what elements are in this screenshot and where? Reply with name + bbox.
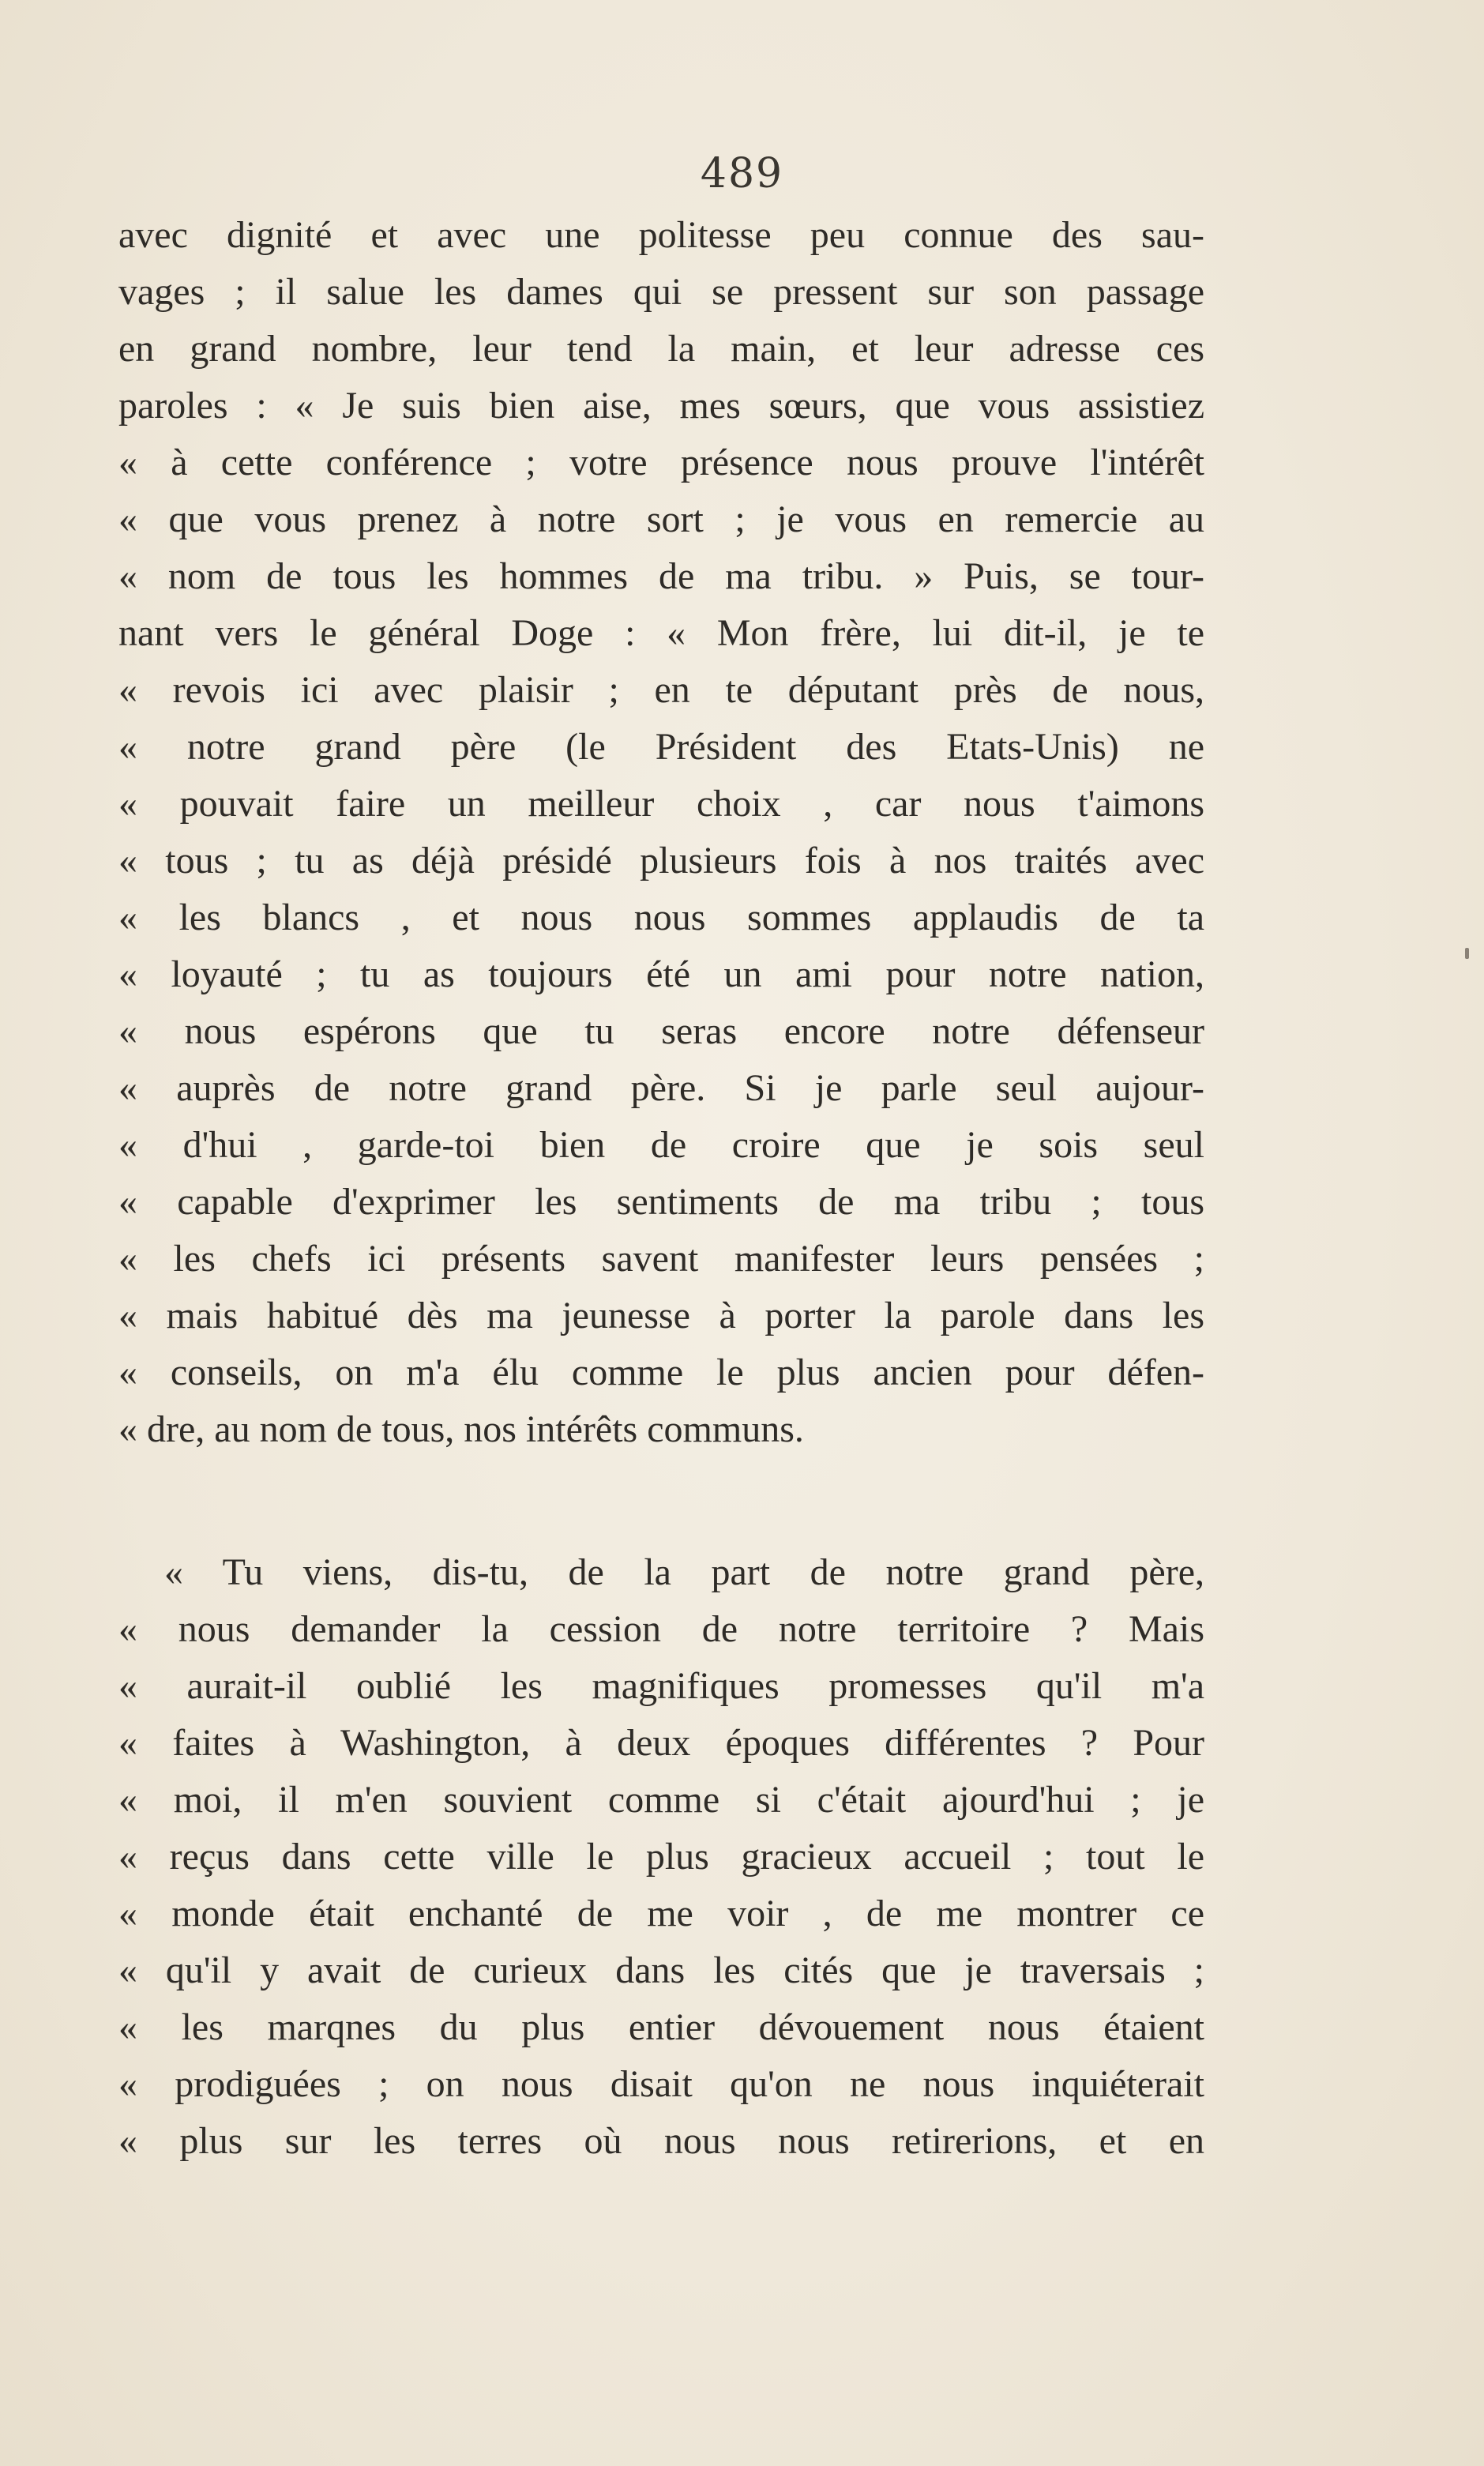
text-line: paroles : « Je suis bien aise, mes sœurs, que vous assistiez (118, 385, 1204, 427)
paragraph-1 (118, 207, 1204, 1458)
text-line: « pouvait faire un meilleur choix , car nous t'aimons (118, 783, 1204, 825)
text-line: « plus sur les terres où nous nous retirerions, et en (118, 2120, 1204, 2162)
text-line: « conseils, on m'a élu comme le plus ancien pour défen- (118, 1351, 1204, 1393)
text-line: « aurait-il oublié les magnifiques promesses qu'il m'a (118, 1665, 1204, 1707)
text-line: « faites à Washington, à deux époques différentes ? Pour (118, 1722, 1204, 1764)
text-line: « monde était enchanté de me voir , de me montrer ce (118, 1893, 1204, 1934)
text-line: « notre grand père (le Président des Etats-Unis) ne (118, 726, 1204, 768)
text-line: « à cette conférence ; votre présence nous prouve l'intérêt (118, 442, 1204, 483)
text-line: avec dignité et avec une politesse peu connue des sau- (118, 214, 1204, 256)
text-line: « nous espérons que tu seras encore notre défenseur (118, 1010, 1204, 1052)
text-line: « Tu viens, dis-tu, de la part de notre grand père, (164, 1551, 1204, 1593)
text-line: « revois ici avec plaisir ; en te députant près de nous, (118, 669, 1204, 711)
text-line: « les marqnes du plus entier dévouement nous étaient (118, 2006, 1204, 2048)
text-line: « moi, il m'en souvient comme si c'était ajourd'hui ; je (118, 1779, 1204, 1821)
text-line: « les blancs , et nous nous sommes applaudis de ta (118, 897, 1204, 938)
text-line: en grand nombre, leur tend la main, et leur adresse ces (118, 328, 1204, 370)
text-line: nant vers le général Doge : « Mon frère, lui dit-il, je te (118, 612, 1204, 654)
text-line: « reçus dans cette ville le plus gracieux accueil ; tout le (118, 1836, 1204, 1878)
text-line: « capable d'exprimer les sentiments de ma tribu ; tous (118, 1181, 1204, 1223)
text-line: vages ; il salue les dames qui se pressent sur son passage (118, 271, 1204, 313)
text-line: « auprès de notre grand père. Si je parle seul aujour- (118, 1067, 1204, 1109)
text-line: « prodiguées ; on nous disait qu'on ne nous inquiéterait (118, 2063, 1204, 2105)
text-line: « nous demander la cession de notre territoire ? Mais (118, 1608, 1204, 1650)
text-line: « dre, au nom de tous, nos intérêts communs. (118, 1408, 804, 1450)
text-line: « nom de tous les hommes de ma tribu. » Puis, se tour- (118, 555, 1204, 597)
text-line: « tous ; tu as déjà présidé plusieurs fois à nos traités avec (118, 840, 1204, 882)
text-line: « mais habitué dès ma jeunesse à porter la parole dans les (118, 1295, 1204, 1336)
text-line: « les chefs ici présents savent manifester leurs pensées ; (118, 1238, 1204, 1280)
paragraph-2 (118, 1544, 1204, 2170)
text-line: « que vous prenez à notre sort ; je vous en remercie au (118, 498, 1204, 540)
paper-speck (1465, 948, 1469, 959)
text-line: « d'hui , garde-toi bien de croire que je sois seul (118, 1124, 1204, 1166)
text-line: « qu'il y avait de curieux dans les cités que je traversais ; (118, 1949, 1204, 1991)
text-line: « loyauté ; tu as toujours été un ami pour notre nation, (118, 953, 1204, 995)
page-number: 489 (700, 150, 784, 197)
